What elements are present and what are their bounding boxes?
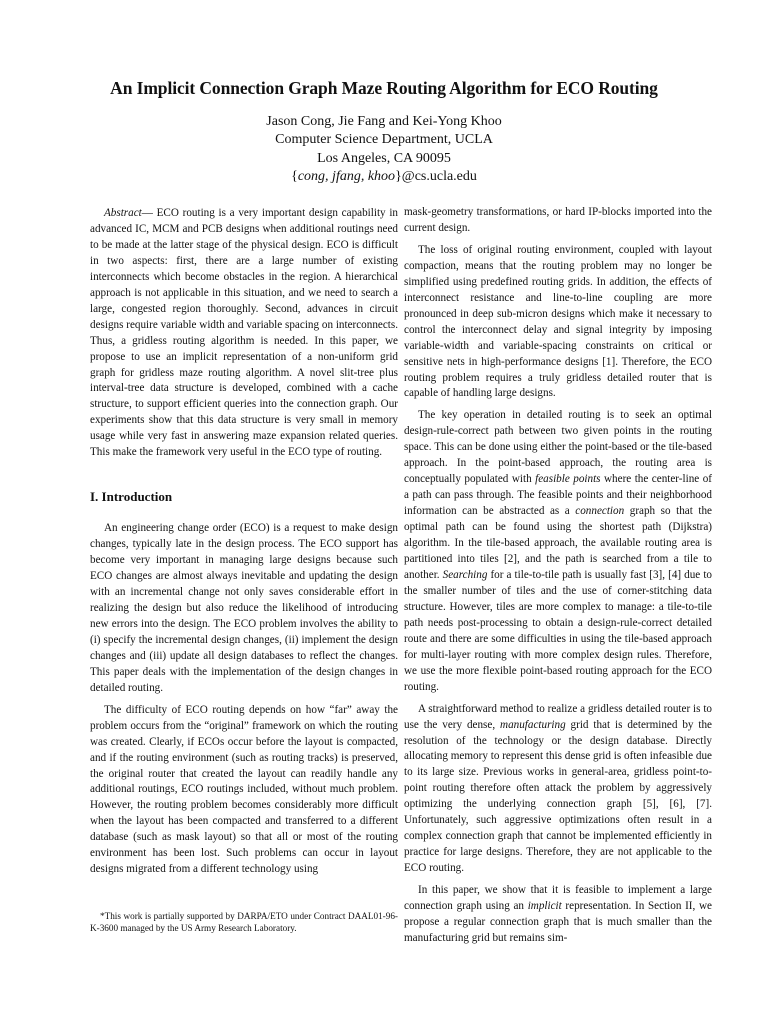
footnote-text: *This work is partially supported by DARPA/ETO under Contract DAAL01-96-K-3600 managed by the US Army Research Laboratory. bbox=[90, 911, 398, 934]
email-domain: @cs.ucla.edu bbox=[401, 169, 477, 185]
abstract-text: ECO routing is a very important design capability in advanced IC, MCM and PCB designs when additional routings need to be made at the latter stage of the physical design. ECO is difficult in two aspects: first, there are a large number of existing interconnects which become obstacles in the region. A hierarchical approach is not applicable in this situation, and we need to search a large, congested region thoroughly. Second, advances in circuit designs require variable width and variable spacing on interconnects. Thus, a gridless routing algorithm is needed. In this paper, we propose to use an implicit representation of a non-uniform grid graph for gridless maze routing algorithm. A novel slit-tree plus interval-tree data structure is developed, combined with a cache structure, to support efficient queries into the connection graph. Our experiments show that this data structure is very small in memory usage while very fast in answering maze expansion related queries. This make the framework very useful in the ECO type of routing. bbox=[90, 207, 398, 459]
abstract-paragraph bbox=[90, 206, 398, 461]
text-run: graph so that the optimal path can be found using the shortest path (Dijkstra) algorithm. In the tile-based approach, the available routing area is partitioned into tiles [2], and the path is searched from a tile to another. bbox=[404, 505, 712, 581]
text-run: grid that is determined by the resolution of the technology or the design database. Directly allocating memory to represent this dense grid is often infeasible due to its large size. Previous works in general-area, gridless point-to-point routing therefore often attack the problem by aggressively optimizing the underlying connection graph [5], [6], [7]. Unfortunately, such aggressive optimizations often result in a complex connection graph that cannot be implemented efficiently in practice for large designs. Therefore, they are not applicable to the ECO routing. bbox=[404, 718, 712, 875]
author-affiliation: Computer Science Department, UCLA bbox=[275, 132, 493, 148]
text-run: The key operation in detailed routing is to seek an optimal design-rule-correct path between two given points in the routing space. This can be done using either the point-based or the tile-based approach. In the point-based approach, the routing area is conceptually populated with bbox=[404, 409, 712, 486]
text-run: where the center-line of a path can pass through. The feasible points and their neighborhood information can be abstracted as a bbox=[404, 473, 712, 518]
text-run: A straightforward method to realize a gridless detailed router is to use the very dense, bbox=[404, 702, 712, 731]
right-paragraph-this-paper bbox=[404, 883, 712, 947]
email-brace-close: } bbox=[395, 169, 402, 185]
emphasis-connection: connection bbox=[575, 505, 625, 518]
email-names: cong, jfang, khoo bbox=[297, 169, 396, 185]
author-block bbox=[0, 113, 768, 187]
author-email bbox=[0, 168, 768, 186]
text-run: representation. In Section II, we propose a regular connection graph that is much smaller than the manufacturing grid but remains sim- bbox=[404, 900, 712, 944]
emphasis-implicit: implicit bbox=[527, 900, 562, 913]
text-run: for a tile-to-tile path is usually fast [3], [4] due to the smaller number of tiles and the use of corner-stitching data structure. However, tiles are more complex to manage: a tile-to-tile path needs post-processing to obtain a design-rule-correct detailed route and there are some difficulties in using the tile-based approach for multi-layer routing with more complex design rules. Therefore, we use the more flexible point-based routing approach for the ECO routing. bbox=[404, 568, 712, 693]
right-paragraph-detailed-routing bbox=[404, 408, 712, 695]
intro-paragraph-1: An engineering change order (ECO) is a request to make design changes, typically late in the design process. The ECO support has become very important in managing large designs because such ECO changes are almost always inevitable and updating the design with an incremental change not only saves considerable effort in realizing the design but also reduce the likelihood of introducing new errors into the design. The ECO problem involves the ability to (i) specify the incremental design changes, (ii) implement the design changes and (iii) update all design databases to reflect the changes. This paper deals with the implementation of the design changes in detailed routing. bbox=[90, 522, 398, 694]
email-brace-open: { bbox=[291, 169, 298, 185]
author-names: Jason Cong, Jie Fang and Kei-Yong Khoo bbox=[266, 114, 502, 129]
right-column bbox=[404, 205, 712, 947]
right-paragraph-continuation: mask-geometry transformations, or hard IP-blocks imported into the current design. bbox=[404, 206, 712, 234]
abstract-label: Abstract bbox=[104, 207, 142, 219]
author-location: Los Angeles, CA 90095 bbox=[317, 150, 451, 166]
text-run: In this paper, we show that it is feasible to implement a large connection graph using an bbox=[404, 884, 712, 913]
left-column bbox=[90, 206, 398, 878]
footnote bbox=[90, 910, 398, 935]
paper-title: An Implicit Connection Graph Maze Routing Algorithm for ECO Routing bbox=[110, 78, 658, 98]
abstract-dash: — bbox=[141, 207, 153, 219]
right-paragraph-routing-environment: The loss of original routing environment, coupled with layout compaction, means that the routing problem may no longer be simplified using predefined routing grids. In addition, the effects of interconnect resistance and line-to-line coupling are more pronounced in deep sub-micron designs which make it necessary to control the interconnect delay and signal integrity by imposing variable-width and variable-spacing constraints on critical or sensitive nets in high-performance designs [1]. Therefore, the ECO routing problem requires a truly gridless detailed router that is capable of handling large designs. bbox=[404, 243, 712, 400]
section-heading-introduction: I. Introduction bbox=[90, 489, 173, 505]
right-paragraph-gridless-router bbox=[404, 702, 712, 877]
intro-paragraph-2: The difficulty of ECO routing depends on how “far” away the problem occurs from the “original” framework on which the routing was created. Clearly, if ECOs occur before the layout is compacted, and if the routing environment (such as routing tracks) is preserved, the original router that created the layout can readily handle any additional routings, ECO routings included, without much problem. However, the routing problem becomes considerably more difficult when the layout has been compacted and transferred to a different database (such as mask layout) so that all or most of the routing environment has been lost. Such problems can occur in layout designs migrated from a different technology using bbox=[90, 703, 398, 876]
emphasis-searching: Searching bbox=[442, 568, 488, 581]
emphasis-manufacturing: manufacturing bbox=[500, 718, 566, 731]
emphasis-feasible-points: feasible points bbox=[535, 473, 601, 486]
